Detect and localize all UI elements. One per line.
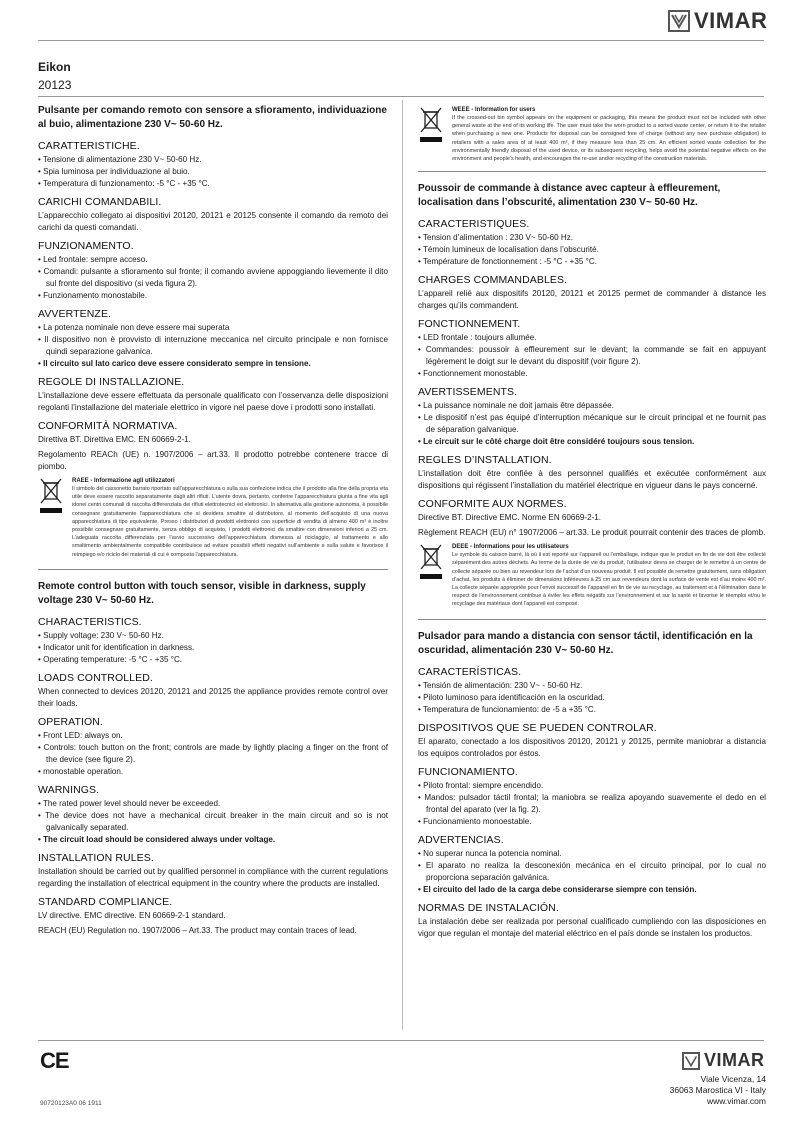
es-heading-devices: DISPOSITIVOS QUE SE PUEDEN CONTROLAR. — [418, 721, 657, 734]
list-item: • Controls: touch button on the front; controls are made by lightly placing a finger on the front of the device (see figure 2). — [38, 742, 388, 766]
es-devices-text: El aparato, conectado a los dispositivos 20120, 20121 y 20125, permite maniobrar a distancia los equipos controlados por éstos. — [418, 736, 766, 758]
address-line-1: Viale Vicenza, 14 — [700, 1074, 766, 1084]
footer-address — [670, 1074, 766, 1107]
en-installation-text: Installation should be carried out by qualified personnel in compliance with the current regulations regarding the installation of electrical equipment in the country where the products are installed. — [38, 866, 388, 888]
it-heading-installation: REGOLE DI INSTALLAZIONE. — [38, 376, 185, 388]
list-item: • Témoin lumineux de localisation dans l’obscurité. — [418, 244, 766, 256]
address-line-2: 36063 Marostica VI - Italy — [669, 1085, 766, 1095]
document-number: 90720123A0 06 1911 — [40, 1100, 102, 1107]
it-installation-text: L’installazione deve essere effettuata da personale qualificato con l’osservanza delle disposizioni regolanti l’installazione del materiale elettrico in vigore nel paese dove i prodotti sono installati. — [38, 391, 388, 412]
product-code: 20123 — [38, 78, 72, 92]
fr-operation-list — [418, 332, 766, 380]
list-item: • Mandos: pulsador táctil frontal; la maniobra se realiza apoyando suavemente el dedo en el frontal del aparato (ver la fig. 2). — [418, 792, 766, 816]
footer-logo-text: VIMAR — [704, 1050, 765, 1070]
en-weee-text: If the crossed-out bin symbol appears on the equipment or packaging, this means the product must not be included with other general waste at the end of its working life. The user must take the worn product to a sorted waste center, or return it to the retailer when purchasing a new one. Products for disposal can be consigned free of charge (without any new purchase obligation) to retailers with a sales area of at least 400 m², if they measure less than 25 cm. An efficient sorted waste collection for the environmentally friendly disposal of the used device, or its subsequent recycling, helps avoid the potential negative effects on the environment and people’s health, and encourages the re-use and/or recycling of the construction materials. — [452, 115, 766, 163]
es-heading-operation: FUNCIONAMIENTO. — [418, 765, 518, 778]
it-heading-compliance: CONFORMITÀ NORMATIVA. — [38, 420, 178, 432]
en-heading-warnings: WARNINGS. — [38, 783, 100, 796]
list-item: • Température de fonctionnement : -5 °C - +35 °C. — [418, 256, 766, 268]
section-spanish — [418, 630, 766, 940]
it-characteristics-list — [38, 154, 388, 190]
it-warnings-list — [38, 322, 388, 370]
list-item: • Funzionamento monostabile. — [38, 290, 388, 302]
it-operation-list — [38, 254, 388, 302]
section-separator — [418, 171, 766, 172]
crossed-bin-icon — [418, 543, 444, 608]
crossed-bin-icon — [38, 477, 64, 559]
crossed-bin-icon — [418, 106, 444, 163]
en-heading-characteristics: CHARACTERISTICS. — [38, 615, 142, 628]
list-item: • Supply voltage: 230 V~ 50-60 Hz. — [38, 630, 388, 642]
fr-weee-title: DEEE - Informations pour les utilisateurs — [452, 544, 569, 551]
list-item: • Front LED: always on. — [38, 730, 388, 742]
it-weee-text: Il simbolo del cassonetto barrato riportato sull’apparecchiatura o sulla sua confezione indica che il prodotto alla fine della propria vita utile deve essere raccolto separatamente dagli altri rifiuti. L’utente dovrà, pertanto, conferire l’apparecchiatura giunta a fine vita agli idonei centri comunali di raccolta differenziata dei rifiuti elettrotecnici ed elettronici. In alternativa alla gestione autonoma, è possibile consegnare gratuitamente l’apparecchiatura che si desidera smaltire al distributore, al momento dell’acquisto di una nuova apparecchiatura di tipo equivalente. Presso i distributori di prodotti elettronici con superficie di vendita di almeno 400 m² è inoltre possibile consegnare gratuitamente, senza obbligo di acquisto, i prodotti elettronici da smaltire con dimensioni inferiori a 25 cm. L’adeguata raccolta differenziata per l’avvio successivo dell’apparecchiatura dismessa al riciclaggio, al trattamento e allo smaltimento ambientalmente compatibile contribuisce ad evitare possibili effetti negativi sull’ambiente e sulla salute e favorisce il reimpiego e/o riciclo dei materiali di cui è composta l’apparecchiatura. — [72, 486, 388, 558]
fr-heading-characteristics: CARACTERISTIQUES. — [418, 218, 530, 231]
list-item: • Operating temperature: -5 °C - +35 °C. — [38, 654, 388, 666]
en-compliance-text-2: REACH (EU) Regulation no. 1907/2006 – Art.33. The product may contain traces of lead. — [38, 925, 357, 935]
en-heading-operation: OPERATION. — [38, 715, 103, 728]
title-rule — [38, 96, 764, 97]
en-heading-compliance: STANDARD COMPLIANCE. — [38, 895, 173, 908]
es-intro: Pulsador para mando a distancia con sensor táctil, identificación en la oscuridad, alimentación 230 V~ 50-60 Hz. — [418, 630, 753, 656]
fr-characteristics-list — [418, 232, 766, 268]
vimar-logo — [668, 8, 767, 34]
es-operation-list — [418, 780, 766, 828]
section-separator — [38, 569, 388, 570]
es-warnings-list — [418, 848, 766, 896]
footer-rule — [38, 1040, 764, 1041]
fr-heading-warnings: AVERTISSEMENTS. — [418, 386, 518, 399]
footer-vimar-logo — [682, 1050, 765, 1071]
es-heading-installation: NORMAS DE INSTALACIÓN. — [418, 901, 559, 914]
fr-compliance-text-1: Directive BT. Directive EMC. Norme EN 60669-2-1. — [418, 513, 602, 523]
en-loads-text: When connected to devices 20120, 20121 and 20125 the appliance provides remote control over their loads. — [38, 686, 388, 708]
list-item: • La potenza nominale non deve essere mai superata — [38, 322, 388, 334]
list-item: • Fonctionnement monostable. — [418, 368, 766, 380]
list-item: • LED frontale : toujours allumée. — [418, 332, 766, 344]
it-compliance-text-1: Direttiva BT. Direttiva EMC. EN 60669-2-1. — [38, 435, 191, 444]
column-divider — [402, 100, 403, 1030]
fr-intro: Poussoir de commande à distance avec capteur à effleurement, localisation dans l’obscurité, alimentation 230 V~ 50-60 Hz. — [418, 183, 721, 209]
list-item: • Tensión de alimentación: 230 V~ - 50-60 Hz. — [418, 680, 766, 692]
fr-loads-text: L’appareil relié aux dispositifs 20120, 20121 et 20125 permet de commander à distance les charges qu’ils commandent. — [418, 289, 766, 311]
en-characteristics-list — [38, 630, 388, 666]
list-item: • Le dispositif n’est pas équipé d’interruption mécanique sur le circuit principal et ne fournit pas de séparation galvanique. — [418, 412, 766, 436]
en-heading-loads: LOADS CONTROLLED. — [38, 671, 153, 684]
en-compliance-text-1: LV directive. EMC directive. EN 60669-2-1 standard. — [38, 910, 226, 920]
list-item: • Tensione di alimentazione 230 V~ 50-60 Hz. — [38, 154, 388, 166]
en-operation-list — [38, 730, 388, 778]
list-item: • Temperatura di funzionamento: -5 °C - +35 °C. — [38, 178, 388, 190]
list-item: • The rated power level should never be exceeded. — [38, 798, 388, 810]
ce-mark: CE — [40, 1048, 69, 1073]
vimar-logo-text: VIMAR — [694, 8, 768, 33]
es-installation-text: La instalación debe ser realizada por personal cualificado cumpliendo con las disposiciones en vigor que regulan el montaje del material eléctrico en el país donde se instalen los productos. — [418, 916, 766, 938]
list-item: • Led frontale: sempre acceso. — [38, 254, 388, 266]
fr-weee-notice — [418, 543, 766, 608]
fr-weee-text: Le symbole du caisson barré, là où il est reporté sur l’appareil ou l’emballage, indique que le produit en fin de vie doit être collecté séparément des autres déchets. Au terme de la durée de vie du produit, l’utilisateur devra se charger de le remettre à un centre de collecte séparée ou bien au revendeur lors de l’achat d’un nouveau produit. Il est possible de remettre gratuitement, sans obligation d’achat, les produits à éliminer de dimensions inférieures à 25 cm aux revendeurs dont la surface de vente est d’au moins 400 m². La collecte séparée appropriée pour l’envoi successif de l’appareil en fin de vie au recyclage, au traitement et à l’élimination dans le respect de l’environnement contribue à éviter les effets négatifs sur l’environnement et sur la santé et favorise le réemploi et/ou le recyclage des matériaux dont l’appareil est composé. — [452, 552, 766, 608]
it-heading-warnings: AVVERTENZE. — [38, 308, 112, 320]
list-item: • Spia luminosa per individuazione al buio. — [38, 166, 388, 178]
section-french — [418, 182, 766, 608]
section-english — [38, 580, 388, 937]
list-item: • No superar nunca la potencia nominal. — [418, 848, 766, 860]
list-item: • Il dispositivo non è provvisto di interruzione meccanica nel circuito principale e non fornisce quindi separazione galvanica. — [38, 334, 388, 358]
it-intro: Pulsante per comando remoto con sensore a sfioramento, individuazione al buio, alimentazione 230 V~ 50-60 Hz. — [38, 105, 387, 130]
vimar-logo-mark-icon — [682, 1052, 700, 1070]
right-column — [418, 104, 766, 943]
list-item: • Tension d’alimentation : 230 V~ 50-60 Hz. — [418, 232, 766, 244]
vimar-logo-mark-icon — [668, 10, 690, 32]
fr-heading-loads: CHARGES COMMANDABLES. — [418, 274, 568, 287]
section-italian — [38, 104, 388, 559]
it-compliance-text-2: Regolamento REACh (UE) n. 1907/2006 – art.33. Il prodotto potrebbe contenere tracce di piombo. — [38, 450, 388, 471]
list-item: • El circuito del lado de la carga debe considerarse siempre con tensión. — [418, 884, 766, 896]
it-heading-operation: FUNZIONAMENTO. — [38, 240, 134, 252]
it-weee-notice — [38, 477, 388, 559]
fr-installation-text: L’installation doit être confiée à des personnel qualifiés et exécutée conformément aux dispositions qui régissent l’installation du matériel électrique en vigueur dans le pays concerné. — [418, 469, 766, 491]
list-item: • Funcionamiento monoestable. — [418, 816, 766, 828]
fr-compliance-text-2: Règlement REACH (EU) n° 1907/2006 – art.33. Le produit pourrait contenir des traces de plomb. — [418, 528, 766, 538]
list-item: • Piloto frontal: siempre encendido. — [418, 780, 766, 792]
list-item: • monostable operation. — [38, 766, 388, 778]
fr-heading-compliance: CONFORMITE AUX NORMES. — [418, 498, 567, 511]
it-weee-title: RAEE - Informazione agli utilizzatori — [72, 478, 175, 484]
list-item: • Il circuito sul lato carico deve essere considerato sempre in tensione. — [38, 358, 388, 370]
left-column — [38, 104, 388, 940]
en-weee-title: WEEE - Information for users — [452, 107, 536, 113]
it-heading-loads: CARICHI COMANDABILI. — [38, 196, 162, 208]
list-item: • Indicator unit for identification in darkness. — [38, 642, 388, 654]
header-rule — [38, 40, 764, 41]
list-item: • Temperatura de funcionamiento: de -5 a +35 °C. — [418, 704, 766, 716]
section-separator — [418, 619, 766, 620]
en-heading-installation: INSTALLATION RULES. — [38, 851, 154, 864]
list-item: • Commandes: poussoir à effleurement sur le devant; la commande se fait en appuyant légèrement le doigt sur le devant du dispositif (voir figure 2). — [418, 344, 766, 368]
es-heading-characteristics: CARACTERÍSTICAS. — [418, 665, 522, 678]
en-intro: Remote control button with touch sensor, visible in darkness, supply voltage 230 V~ 50-60 Hz. — [38, 580, 366, 606]
product-series: Eikon — [38, 60, 71, 74]
it-loads-text: L’apparecchio collegato ai dispositivi 20120, 20121 e 20125 consente il comando da remoto dei carichi da questi comandati. — [38, 211, 388, 232]
it-heading-characteristics: CARATTERISTICHE. — [38, 140, 140, 152]
list-item: • The circuit load should be considered always under voltage. — [38, 834, 388, 846]
fr-heading-operation: FONCTIONNEMENT. — [418, 318, 521, 331]
list-item: • La puissance nominale ne doit jamais être dépassée. — [418, 400, 766, 412]
fr-heading-installation: REGLES D’INSTALLATION. — [418, 454, 552, 467]
fr-warnings-list — [418, 400, 766, 448]
list-item: • Le circuit sur le côté charge doit être considéré toujours sous tension. — [418, 436, 766, 448]
es-characteristics-list — [418, 680, 766, 716]
list-item: • El aparato no realiza la desconexión mecánica en el circuito principal, por lo cual no proporciona separación galvánica. — [418, 860, 766, 884]
website-url: www.vimar.com — [706, 1096, 766, 1106]
list-item: • Piloto luminoso para identificación en la oscuridad. — [418, 692, 766, 704]
en-weee-notice — [418, 106, 766, 163]
es-heading-warnings: ADVERTENCIAS. — [418, 833, 504, 846]
list-item: • Comandi: pulsante a sfioramento sul fronte; il comando avviene appoggiando lievemente il dito sul fronte del dispositivo (si veda figura 2). — [38, 266, 388, 290]
en-warnings-list — [38, 798, 388, 846]
list-item: • The device does not have a mechanical circuit breaker in the main circuit and so is not galvanically separated. — [38, 810, 388, 834]
